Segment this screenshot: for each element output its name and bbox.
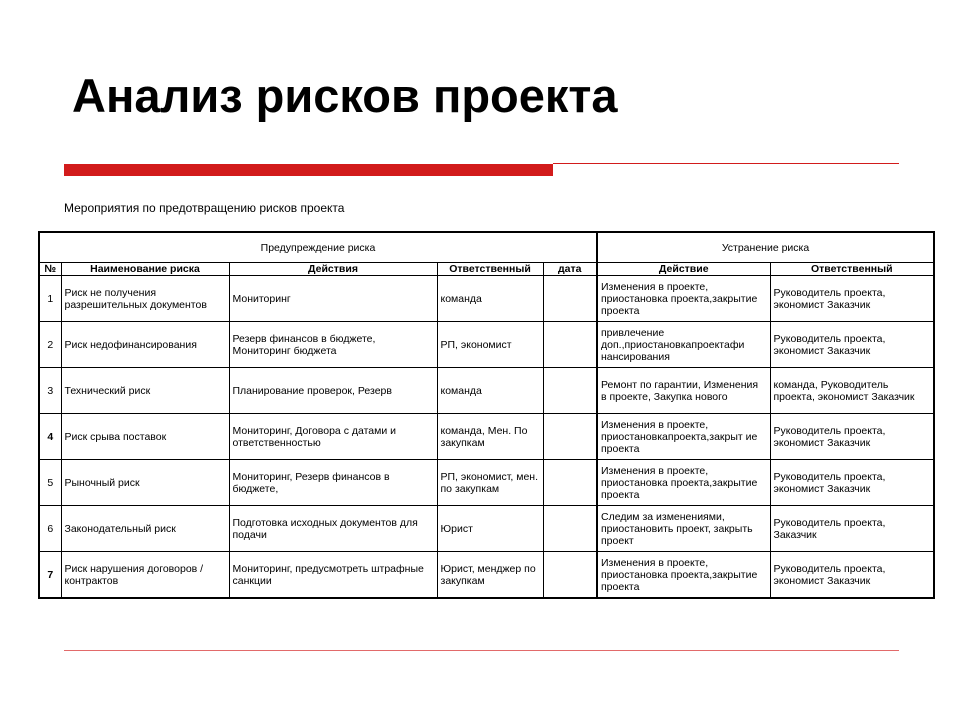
col-num: №: [39, 263, 61, 276]
risk-responsible: Юрист: [437, 506, 543, 552]
elimination-responsible: Руководитель проекта, Заказчик: [770, 506, 934, 552]
row-num: 1: [39, 276, 61, 322]
risk-actions: Мониторинг, Резерв финансов в бюджете,: [229, 460, 437, 506]
elimination-action: Изменения в проекте, приостановка проекта,закрытие проекта: [597, 460, 770, 506]
elimination-responsible: Руководитель проекта, экономист Заказчик: [770, 460, 934, 506]
risk-responsible: РП, экономист, мен. по закупкам: [437, 460, 543, 506]
elimination-responsible: Руководитель проекта, экономист Заказчик: [770, 552, 934, 599]
risk-responsible: Юрист, менджер по закупкам: [437, 552, 543, 599]
elimination-action: Следим за изменениями, приостановить проект, закрыть проект: [597, 506, 770, 552]
elimination-responsible: Руководитель проекта, экономист Заказчик: [770, 414, 934, 460]
row-num: 2: [39, 322, 61, 368]
row-num: 5: [39, 460, 61, 506]
risk-actions: Планирование проверок, Резерв: [229, 368, 437, 414]
table-row: [39, 368, 934, 414]
risk-date: [543, 552, 597, 599]
elimination-action: привлечение доп.,приостановкапроектафи нансирования: [597, 322, 770, 368]
bottom-divider: [64, 650, 899, 651]
table-row: [39, 276, 934, 322]
col-responsible: Ответственный: [437, 263, 543, 276]
col-date: дата: [543, 263, 597, 276]
risk-name: Технический риск: [61, 368, 229, 414]
table-row: [39, 322, 934, 368]
table-row: [39, 414, 934, 460]
risk-actions: Мониторинг, предусмотреть штрафные санкции: [229, 552, 437, 599]
risk-table: [38, 231, 935, 599]
group-header-row: [39, 232, 934, 263]
slide-title: Анализ рисков проекта: [72, 69, 618, 122]
elimination-action: Изменения в проекте, приостановка проекта,закрытие проекта: [597, 276, 770, 322]
elimination-action: Изменения в проекте, приостановка проекта,закрытие проекта: [597, 552, 770, 599]
col-name: Наименование риска: [61, 263, 229, 276]
risk-name: Риск срыва поставок: [61, 414, 229, 460]
risk-date: [543, 506, 597, 552]
risk-responsible: команда: [437, 368, 543, 414]
elimination-responsible: Руководитель проекта, экономист Заказчик: [770, 276, 934, 322]
row-num: 3: [39, 368, 61, 414]
risk-date: [543, 368, 597, 414]
risk-actions: Резерв финансов в бюджете, Мониторинг бюджета: [229, 322, 437, 368]
row-num: 7: [39, 552, 61, 599]
risk-name: Рыночный риск: [61, 460, 229, 506]
elimination-responsible: Руководитель проекта, экономист Заказчик: [770, 322, 934, 368]
table-row: [39, 460, 934, 506]
row-num: 6: [39, 506, 61, 552]
risk-responsible: команда: [437, 276, 543, 322]
table-row: [39, 552, 934, 599]
risk-name: Риск недофинансирования: [61, 322, 229, 368]
table-row: [39, 506, 934, 552]
risk-actions: Мониторинг: [229, 276, 437, 322]
col-responsible-2: Ответственный: [770, 263, 934, 276]
risk-name: Риск не получения разрешительных документов: [61, 276, 229, 322]
group-prevention: Предупреждение риска: [39, 232, 597, 263]
title-underline-thick: [64, 164, 553, 176]
risk-date: [543, 322, 597, 368]
risk-date: [543, 276, 597, 322]
risk-actions: Мониторинг, Договора с датами и ответственностью: [229, 414, 437, 460]
col-action: Действие: [597, 263, 770, 276]
group-elimination: Устранение риска: [597, 232, 934, 263]
risk-name: Законодательный риск: [61, 506, 229, 552]
risk-name: Риск нарушения договоров / контрактов: [61, 552, 229, 599]
risk-responsible: команда, Мен. По закупкам: [437, 414, 543, 460]
risk-date: [543, 414, 597, 460]
elimination-responsible: команда, Руководитель проекта, экономист Заказчик: [770, 368, 934, 414]
col-actions: Действия: [229, 263, 437, 276]
column-header-row: [39, 263, 934, 276]
elimination-action: Ремонт по гарантии, Изменения в проекте, Закупка нового: [597, 368, 770, 414]
risk-actions: Подготовка исходных документов для подачи: [229, 506, 437, 552]
risk-responsible: РП, экономист: [437, 322, 543, 368]
row-num: 4: [39, 414, 61, 460]
title-underline-thin: [553, 163, 899, 164]
elimination-action: Изменения в проекте, приостановкапроекта,закрыт ие проекта: [597, 414, 770, 460]
table-caption: Мероприятия по предотвращению рисков проекта: [64, 201, 345, 215]
risk-date: [543, 460, 597, 506]
